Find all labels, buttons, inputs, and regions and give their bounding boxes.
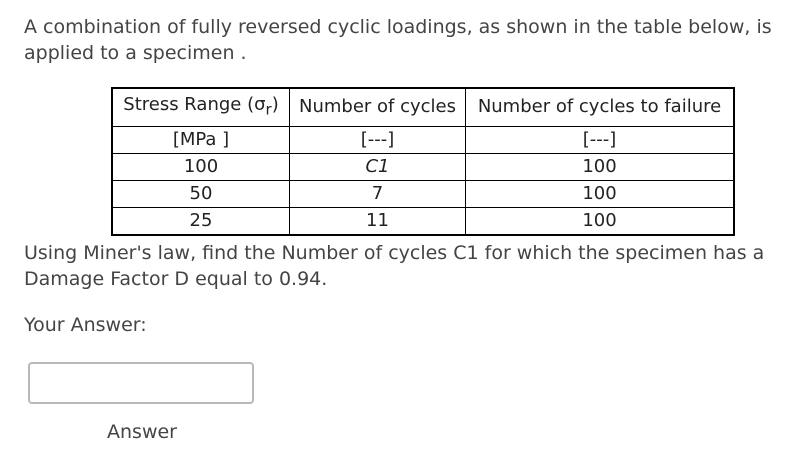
- answer-caption: Answer: [107, 421, 177, 443]
- question-intro: A combination of fully reversed cyclic loadings, as shown in the table below, is applied to a specimen .: [24, 16, 772, 64]
- unit-stress: [MPa ]: [112, 126, 290, 153]
- cell-stress: 100: [112, 153, 290, 180]
- answer-input[interactable]: [28, 362, 254, 404]
- cell-failure: 100: [466, 207, 735, 235]
- table-row: [112, 180, 734, 207]
- unit-cycles: [---]: [290, 126, 466, 153]
- cell-failure: 100: [466, 153, 735, 180]
- table-row: [112, 207, 734, 235]
- table-header-row: [112, 88, 734, 126]
- table-row: [112, 153, 734, 180]
- cell-cycles: 11: [290, 207, 466, 235]
- header-cycles-to-failure: Number of cycles to failure: [466, 88, 735, 126]
- cell-stress: 50: [112, 180, 290, 207]
- table-units-row: [112, 126, 734, 153]
- loading-table: [111, 87, 735, 236]
- cell-failure: 100: [466, 180, 735, 207]
- cell-cycles: 7: [290, 180, 466, 207]
- header-number-of-cycles: Number of cycles: [290, 88, 466, 126]
- cell-cycles: C1: [290, 153, 466, 180]
- unit-failure: [---]: [466, 126, 735, 153]
- header-stress-range: Stress Range $(\sigma_r)$: [112, 88, 290, 126]
- question-prompt: Using Miner's law, find the Number of cycles C1 for which the specimen has a Damage Factor D equal to 0.94.: [24, 242, 765, 290]
- cell-stress: 25: [112, 207, 290, 235]
- your-answer-label: Your Answer:: [24, 314, 147, 336]
